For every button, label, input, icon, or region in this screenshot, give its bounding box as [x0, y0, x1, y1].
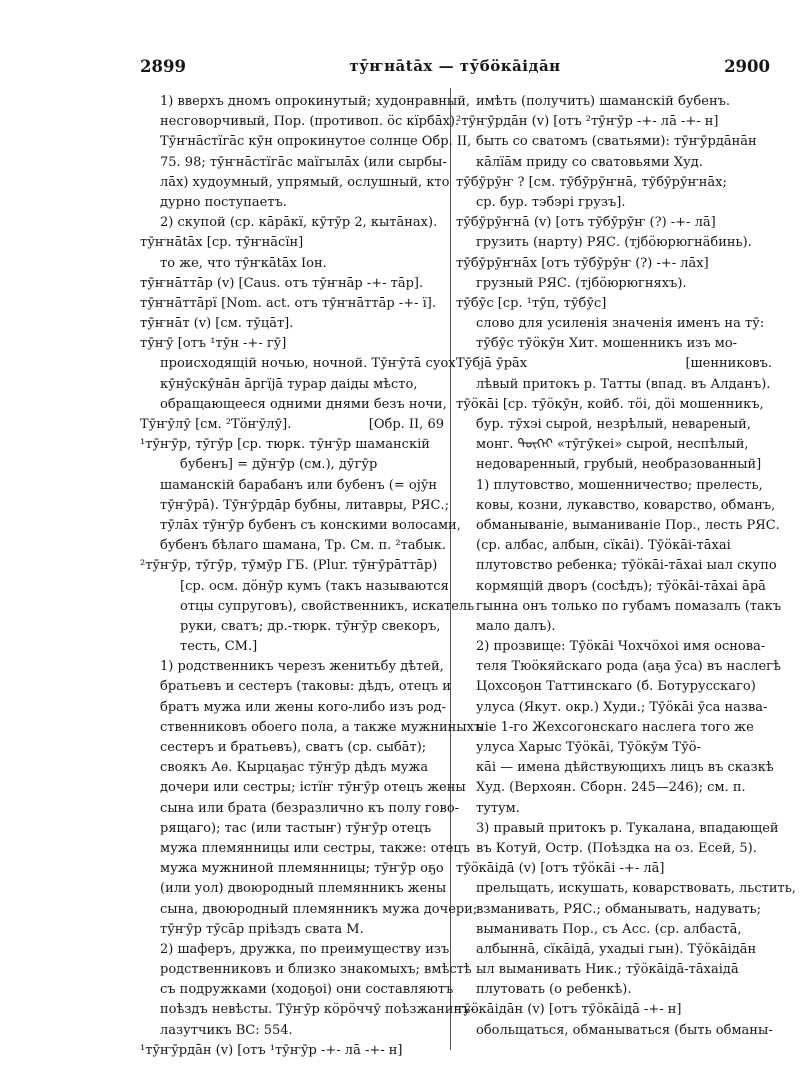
text-line: отцы супруговъ), свойственникъ, искатель	[180, 598, 475, 614]
text-line: дочери или сестры; істїҥ тӯҥӯр отецъ жены	[160, 780, 466, 796]
text-line: руки, сватъ; др.-тюрк. тӯҥӯр свекоръ,	[180, 618, 441, 634]
text-line: 1) вверхъ дномъ опрокинутый; худонравный,	[160, 94, 471, 109]
text-line: тӯӧкāідāн (v) [отъ тӯӧкāідā -+- н]	[456, 1002, 682, 1018]
text-line: лазутчикъ ВС: 554.	[160, 1022, 293, 1038]
text-line: тӯҥнāттāр (v) [Caus. отъ тӯҥнāр -+- тāр].	[140, 275, 424, 291]
text-line: [ср. осм. дӧнӯр кумъ (такъ называются	[180, 578, 449, 594]
text-line: теля Тюӧкяйскаго рода (аҕа ӯса) въ наслегѣ	[476, 659, 781, 675]
page-number-left: 2899	[140, 57, 186, 76]
text-line: тӯбӯрӯҥнāх [отъ тӯбӯрӯҥ (?) -+- лāх]	[456, 255, 709, 271]
text-line: сына или брата (безразлично къ полу гово-	[160, 800, 460, 816]
running-title: тӯҥнātāх — тӯбӧкāідāн	[349, 57, 561, 75]
text-line-tail: [шенниковъ.	[685, 356, 772, 372]
text-line: мужа племянницы или сестры, также: отецъ	[160, 840, 471, 856]
text-line: кӯнӯскӯнāн āргїjā турар даіды мѣсто,	[160, 376, 418, 392]
text-line: бур. тӯхэі сырой, незрѣлый, невареный,	[476, 417, 751, 432]
text-line: 2) прозвище: Тӯӧкāі Чохчӧхоі имя основа-	[476, 639, 766, 655]
text-line: тесть, СМ.]	[180, 639, 258, 655]
text-line: гынна онъ только по губамъ помазалъ (такъ	[476, 598, 782, 614]
text-line: тӯҥнāттāрї [Nom. act. отъ тӯҥнāттāр -+- ї].	[140, 295, 436, 311]
text-line: тӯҥӯрā). Тӯҥӯрдāр бубны, литавры, РЯС.;	[160, 497, 449, 513]
text-line: 2) скупой (ср. кāрāкї, кӯтӯр 2, кытāнах).	[160, 215, 438, 231]
text-line: 2) шаферъ, дружка, по преимуществу изъ	[160, 941, 450, 957]
text-line: ²тӯҥӯрдāн (v) [отъ ²тӯҥӯр -+- лā -+- н]	[456, 114, 719, 130]
text-line: родственниковъ и близко знакомыхъ; вмѣстѣ	[160, 962, 472, 978]
text-line: кāі — имена дѣйствующихъ лицъ въ сказкѣ	[476, 760, 774, 776]
text-line: бубенъ бѣлаго шамана, Тр. См. п. ²табык.	[160, 538, 446, 554]
text-line: обольщаться, обманываться (быть обманы-	[476, 1022, 773, 1038]
text-line: быть со сватомъ (сватьями): тӯҥӯрдāнāн	[476, 134, 757, 150]
text-line: тӯлāх тӯҥӯр бубенъ съ конскими волосами,	[160, 517, 461, 533]
text-line: обманываніе, выманиваніе Пор., лесть РЯС.	[476, 517, 780, 533]
text-line: несговорчивый, Пор. (противоп. ӧс кїрбāх).	[160, 114, 460, 130]
text-line: (или уол) двоюродный племянникъ жены	[160, 881, 447, 897]
text-line: тӯҥнātāх [ср. тӯҥнāсїн]	[140, 235, 304, 251]
text-line: бубенъ] = дӯҥӯр (см.), дӯгӯр	[180, 457, 378, 473]
text-line: тӯҥӯ [отъ ¹тӯн -+- гӯ]	[140, 336, 287, 352]
text-line: мужа мужниной племянницы; тӯҥӯр оҕо	[160, 861, 444, 877]
text-line: ковы, козни, лукавство, коварство, обманъ,	[476, 497, 776, 513]
text-line: (ср. албас, албын, сїкāі). Тӯӧкāі-тāхаі	[476, 538, 731, 554]
text-line: взманивать, РЯС.; обманывать, надувать;	[476, 901, 761, 917]
text-line: прельщать, искушать, коварствовать, льстить,	[476, 881, 796, 897]
text-line: грузить (нарту) РЯС. (тјбӧюрюгнӓбинь).	[476, 235, 752, 251]
text-line: ¹тӯҥӯрдāн (v) [отъ ¹тӯҥӯр -+- лā -+- н]	[140, 1042, 403, 1058]
text-line: ственниковъ обоего пола, а также мужниныхъ	[160, 719, 483, 735]
text-line: своякъ Аѳ. Кырцаҕас тӯҥӯр дѣдъ мужа	[160, 760, 429, 776]
text-line: съ подружками (ходоҕоі) они составляютъ	[160, 982, 454, 998]
text-line: мало далъ).	[476, 618, 556, 634]
text-line: улуса (Якут. окр.) Худи.; Тӯӧкāі ӯса назва-	[476, 699, 768, 715]
text-line	[456, 354, 772, 374]
text-line: улуса Харыс Тӯӧкāі, Тӯӧкӯм Тӯӧ-	[476, 740, 701, 755]
text-line: тутум.	[476, 800, 520, 816]
text-line: Худ. (Верхоян. Сборн. 245—246); см. п.	[476, 780, 746, 796]
text-line: братъ мужа или жены кого-либо изъ род-	[160, 699, 447, 715]
text-line: происходящій ночью, ночной. Тӯҥӯтā суох	[160, 356, 456, 372]
text-line: тӯҥнāт (v) [см. тӯцāт].	[140, 316, 294, 332]
text-line-main: Тӯҥӯлӯ [см. ²Тӧҥӯлӯ].	[140, 417, 292, 432]
text-line: тӯӧкāідā (v) [отъ тӯӧкāі -+- лā]	[456, 861, 665, 877]
text-line: рящаго); тас (или тастыҥ) тӯҥӯр отецъ	[160, 820, 432, 836]
text-line: 3) правый притокъ р. Тукалана, впадающей	[476, 820, 779, 836]
text-line: тӯҥӯр тӯсāр пріѣздъ свата М.	[160, 921, 364, 937]
text-line: тӯбӯс [ср. ¹тӯп, тӯбӯс]	[456, 295, 607, 311]
text-line: ср. бур. тэбэрi грузъ].	[476, 194, 626, 210]
text-line: лѣвый притокъ р. Татты (впад. въ Алданъ).	[476, 376, 771, 392]
text-line: братьевъ и сестеръ (таковы: дѣдъ, отецъ и	[160, 679, 451, 695]
text-line: имѣть (получить) шаманскій бубенъ.	[476, 94, 731, 109]
text-line: поѣздъ невѣсты. Тӯҥӯр кӧрӧччӯ поѣзжанинъ-	[160, 1002, 475, 1018]
text-line: ²тӯҥӯр, тӯгӯр, тӯмӯр ГБ. (Plur. тӯҥӯрāттāр)	[140, 558, 438, 574]
text-line: шаманскій барабанъ или бубенъ (= оjӯн	[160, 477, 438, 493]
text-line: лāх) худоумный, упрямый, ослушный, кто	[160, 174, 450, 190]
text-line: монг. ᠲᠦᠬᠡᠢ «тӯгӯкеі» сырой, неспѣлый,	[476, 437, 749, 453]
text-line: тӯӧкāі [ср. тӯӧкӯн, койб. тӧі, дӧі мошенникъ,	[456, 396, 764, 412]
text-line: Тӯҥнāстїгāс кӯн опрокинутое солнце Обр. II,	[160, 134, 472, 150]
page-header	[140, 57, 770, 83]
text-line: плутовать (о ребенкѣ).	[476, 982, 632, 998]
text-line: слово для усиленія значенія именъ на тӯ:	[476, 316, 765, 332]
text-line: кормящій дворъ (сосѣдъ); тӯӧкāі-тāхаі āрā	[476, 578, 766, 594]
text-line: дурно поступаетъ.	[160, 194, 287, 210]
text-line: тӯбӯрӯҥнā (v) [отъ тӯбӯрӯҥ (?) -+- лā]	[456, 215, 716, 231]
text-line: недоваренный, грубый, необразованный]	[476, 457, 762, 473]
text-line-main: Тӯбjā ӯрāх	[456, 356, 528, 372]
text-line: сестеръ и братьевъ), сватъ (ср. сыбāт);	[160, 740, 427, 755]
text-line: то же, что тӯҥкātāх Іон.	[160, 255, 327, 271]
page-number-right: 2900	[724, 57, 770, 76]
text-line: ¹тӯҥӯр, тӯгӯр [ср. тюрк. тӯҥӯр шаманскій	[140, 437, 430, 453]
left-column	[140, 92, 483, 1061]
text-line: ыл выманивать Ник.; тӯӧкāідā-тāхаідā	[476, 962, 739, 978]
text-line: грузный РЯС. (тјбӧюрюгняхъ).	[476, 275, 687, 291]
text-line: тӯбӯрӯҥ ? [см. тӯбӯрӯҥнā, тӯбӯрӯҥнāх;	[456, 174, 727, 190]
text-line: албыннā, сїкāідā, ухадыі гын). Тӯӧкāідāн	[476, 941, 757, 957]
text-line: обращающееся одними днями безъ ночи,	[160, 396, 447, 412]
text-line	[140, 415, 444, 435]
text-line: 1) плутовство, мошенничество; прелесть,	[476, 477, 763, 493]
text-line: кāлїāм приду со сватовьями Худ.	[476, 154, 703, 170]
text-line: ніе 1-го Жехсогонскаго наслега того же	[476, 719, 754, 735]
text-line: плутовство ребенка; тӯӧкāі-тāхаі ыал скупо	[476, 558, 777, 574]
text-line: тӯбӯс тӯӧкӯн Хит. мошенникъ изъ мо-	[476, 336, 738, 352]
text-line-tail: [Обр. II, 69	[368, 417, 444, 432]
text-line: Цохсоҕон Таттинскаго (б. Ботурусскаго)	[476, 679, 756, 695]
text-line: сына, двоюродный племянникъ мужа дочери;	[160, 901, 478, 917]
right-column	[456, 92, 796, 1041]
text-line: выманивать Пор., съ Асс. (ср. албастā,	[476, 921, 742, 937]
text-line: въ Котуй, Остр. (Поѣздка на оз. Есей, 5).	[476, 840, 757, 856]
text-line: 1) родственникъ черезъ женитьбу дѣтей,	[160, 659, 444, 675]
text-line: 75. 98; тӯҥнāстїгāс маїгылāх (или сырбы-	[160, 154, 447, 170]
